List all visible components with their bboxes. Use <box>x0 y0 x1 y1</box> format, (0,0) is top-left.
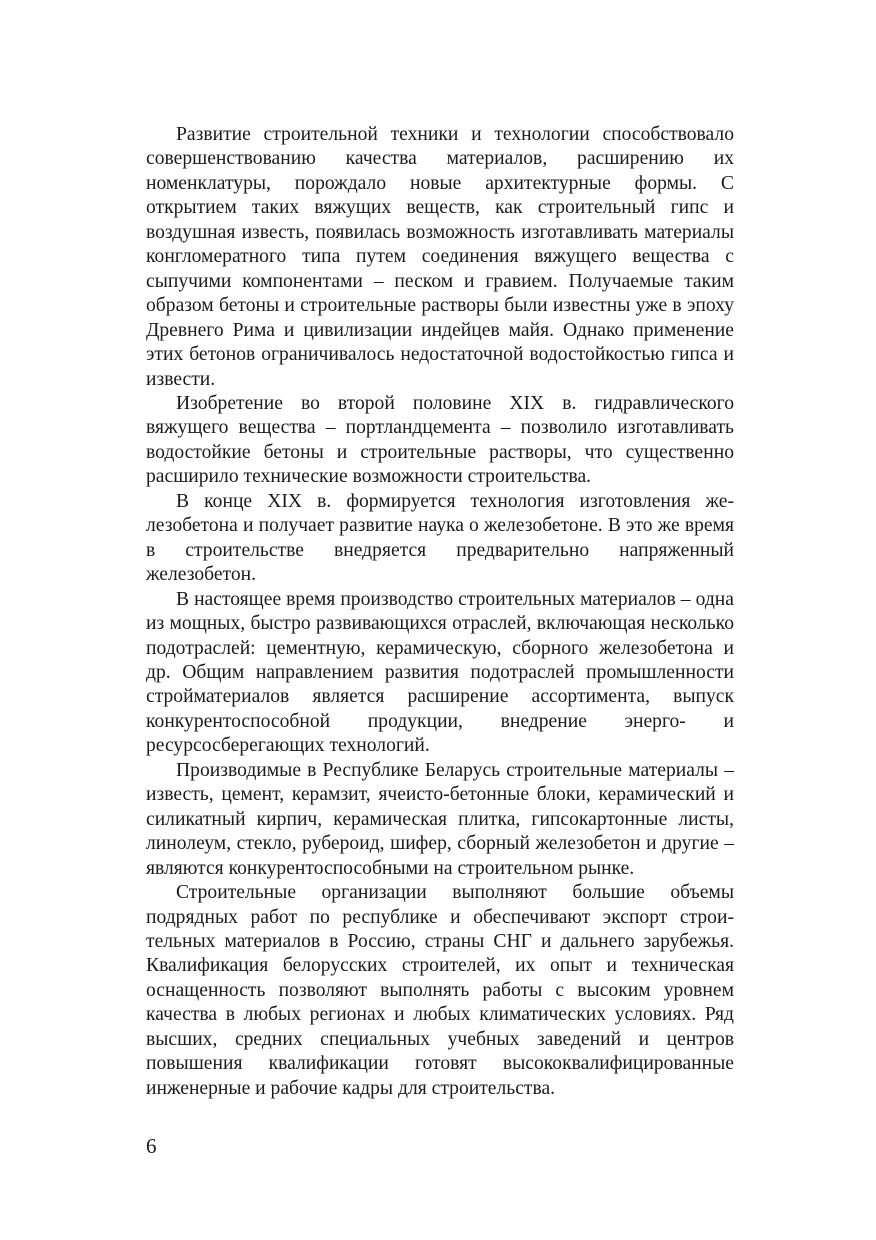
body-text <box>146 123 734 1101</box>
paragraph-6: Строительные организации выполняют большие объемы подрядных работ по республике и обеспечивают экспорт строительных материалов в Россию, страны СНГ и дальнего зарубежья. Квалификация белорусских строителей, их опыт и техническая оснащенность позволяют выполнять работы с высоким уровнем качества в любых регионах и любых климатических условиях. Ряд высших, средних специальных учебных заведений и центров повышения квалификации готовят высококвалифицированные инженерные и рабочие кадры для строительства. <box>146 882 734 1099</box>
paragraph-1: Развитие строительной техники и технологии способствовало совершенствованию качества материалов, расширению их номенклатуры, порождало новые архитектурные формы. С открытием таких вяжущих веществ, как строительный гипс и воздушная известь, появилась возможность изготавливать материалы конгломератного типа путем соединения вяжущего вещества с сыпучими компонентами – песком и гравием. Получаемые таким образом бетоны и строительные растворы были известны уже в эпоху Древнего Рима и цивилизации индейцев майя. Однако применение этих бетонов ограничивалось недостаточной водостойкостью гипса и извести. <box>146 124 734 390</box>
paragraph-5: Производимые в Республике Беларусь строительные материалы – известь, цемент, керамзит, ячеисто-бетонные блоки, керамический и силикатный кирпич, керамическая плитка, гипсокартонные листы, линолеум, стекло, рубероид, шифер, сборный железобетон и другие – являются конкурентоспособными на строительном рынке. <box>146 759 734 879</box>
page-number: 6 <box>146 1134 157 1158</box>
paragraph-3: В конце XIX в. формируется технология изготовления железобетона и получает развитие наука о железобетоне. В это же время в строительстве внедряется предварительно напряженный железобетон. <box>146 490 734 586</box>
paragraph-4: В настоящее время производство строительных материалов – одна из мощных, быстро развивающихся отраслей, включающая несколько подотраслей: цементную, керамическую, сборного железобетона и др. Общим направлением развития подотраслей промышленности стройматериалов является расширение ассортимента, выпуск конкурентоспособной продукции, внедрение энерго- и ресурсосберегающих технологий. <box>146 588 734 757</box>
paragraph-2: Изобретение во второй половине XIX в. гидравлического вяжущего вещества – портландцемента – позволило изготавливать водостойкие бетоны и строительные растворы, что существенно расширило технические возможности строительства. <box>146 392 734 488</box>
